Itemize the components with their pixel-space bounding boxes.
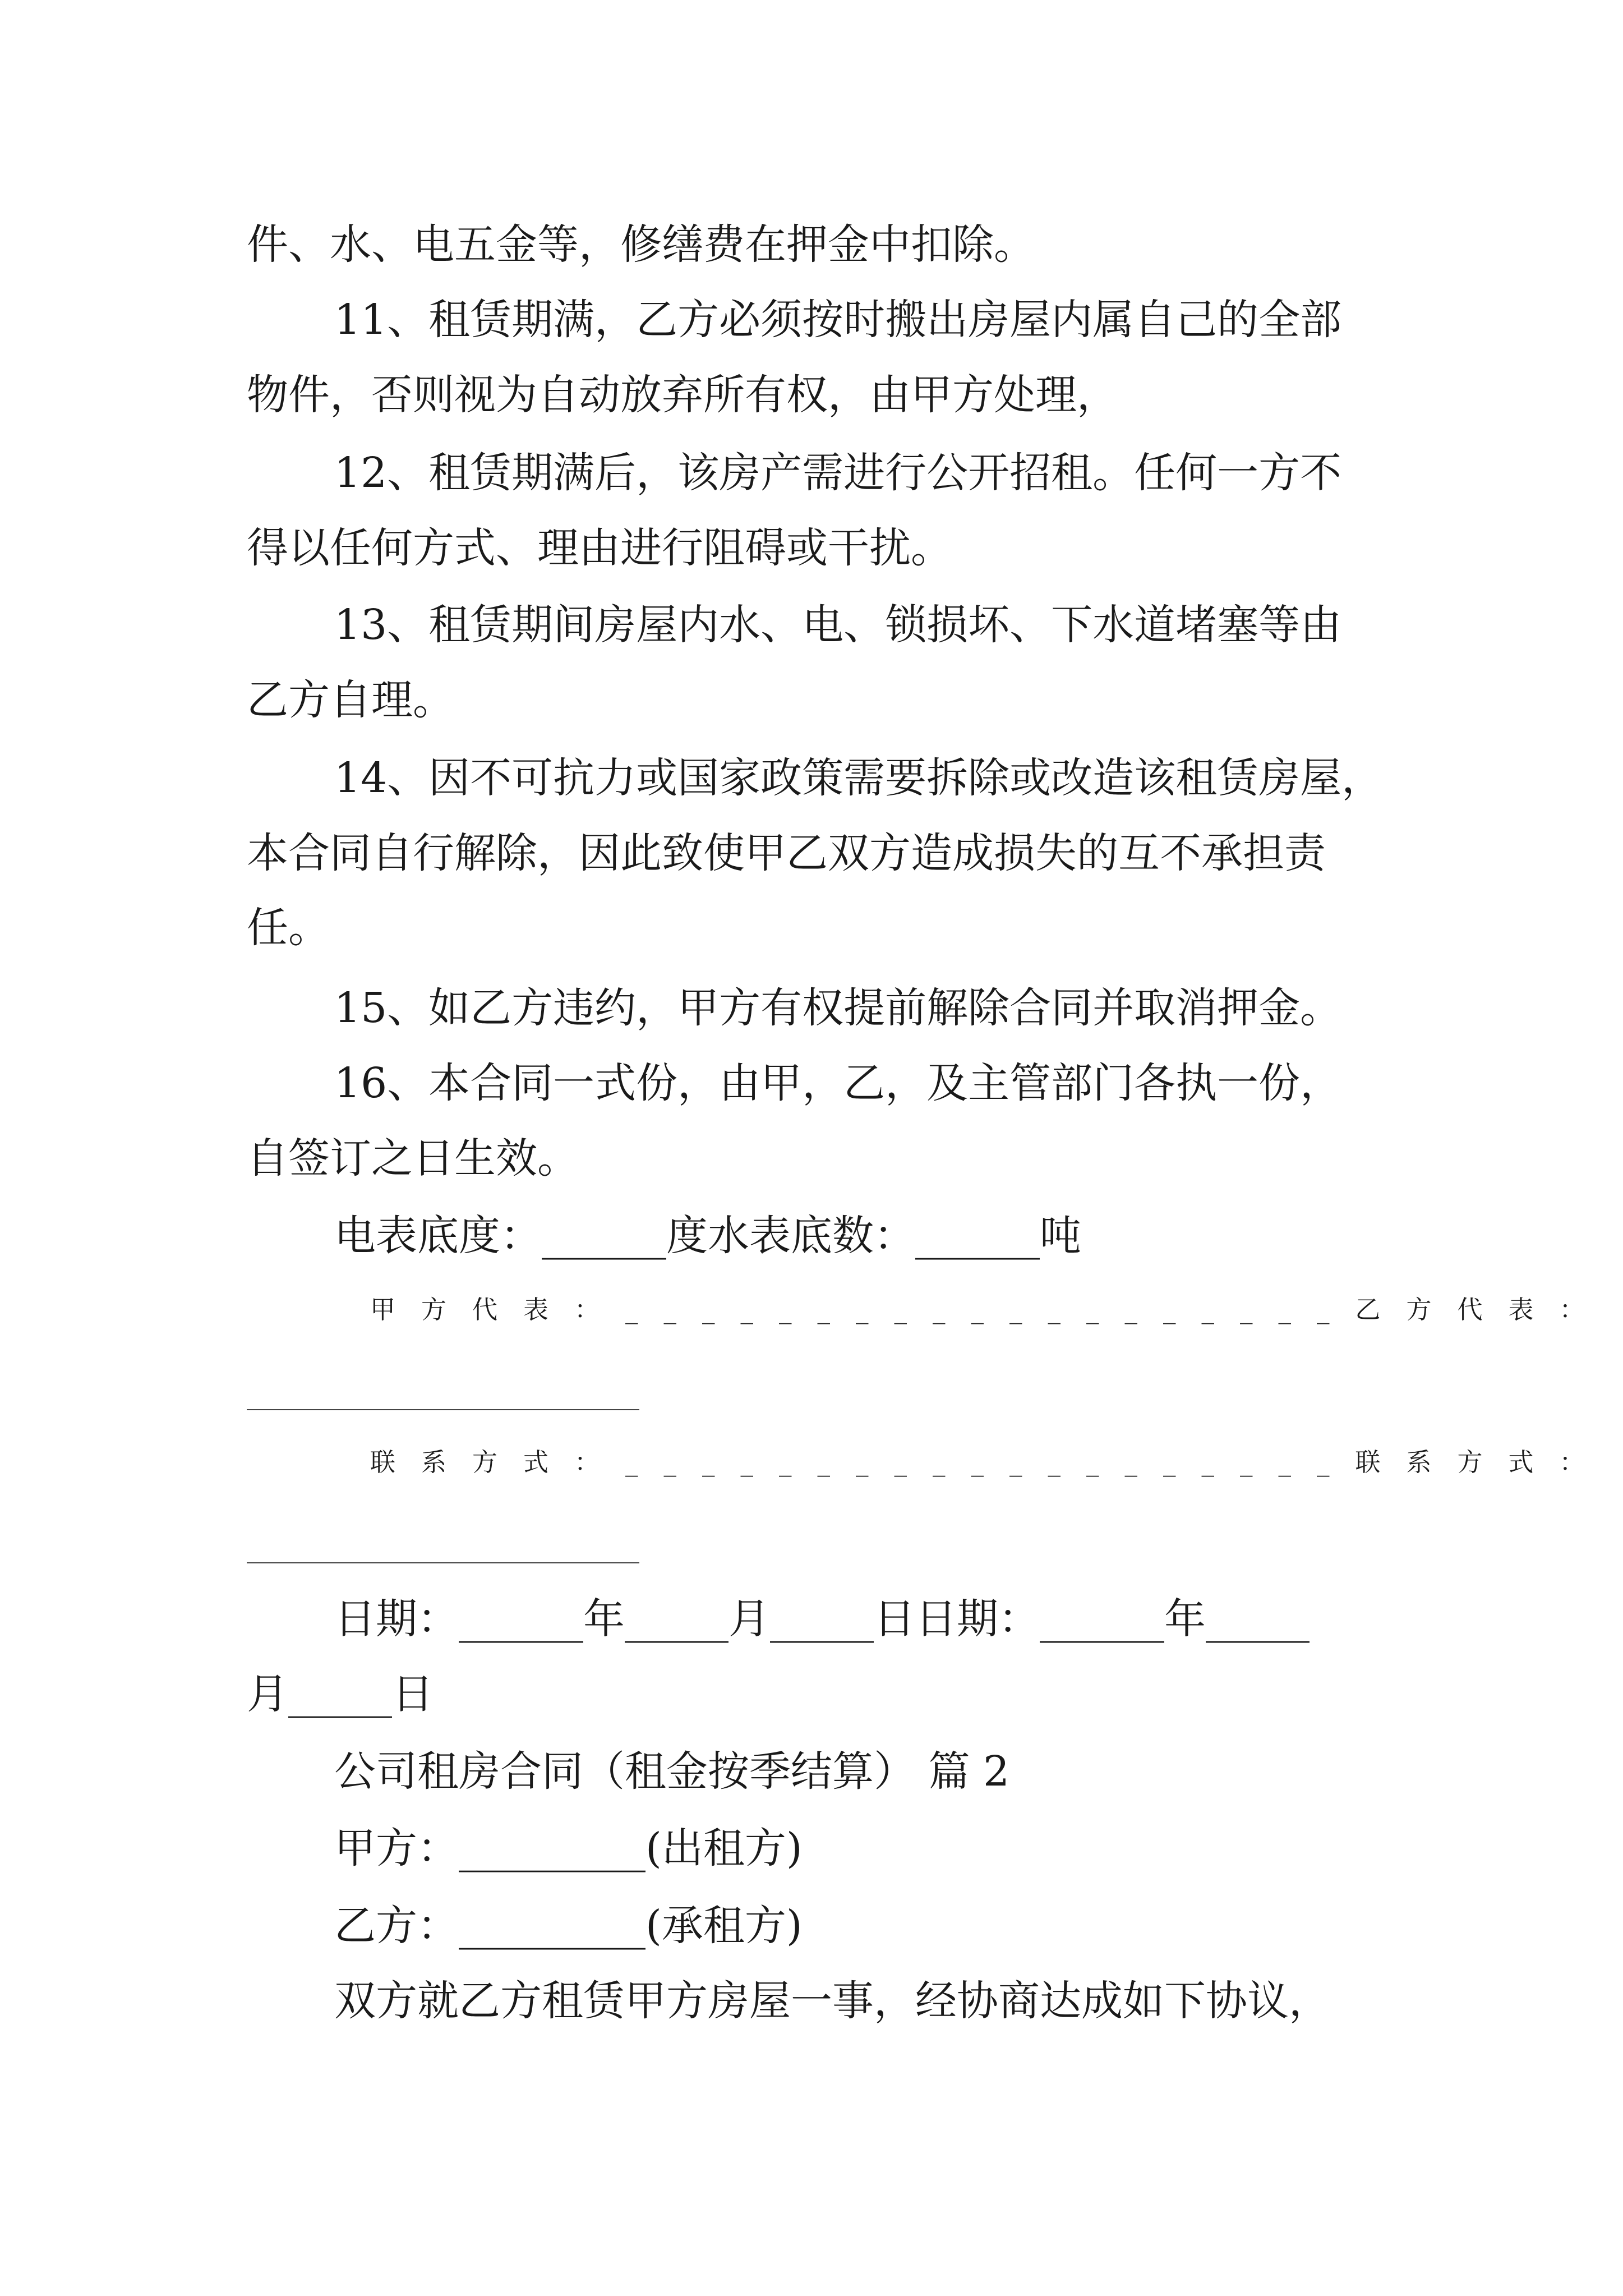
clause-14-line-2: 本合同自行解除，因此致使甲乙双方造成损失的互不承担责 bbox=[247, 829, 1326, 877]
contact-signature-line: 联系方式：___________________联系方式： bbox=[370, 1447, 1611, 1477]
date-line-1: 日期：______年_____月_____日日期：______年_____ bbox=[334, 1595, 1310, 1643]
clause-16-line-1: 16、本合同一式份，由甲，乙，及主管部门各执一份， bbox=[334, 1059, 1342, 1107]
meter-readings: 电表底度：______度水表底数：______吨 bbox=[334, 1212, 1081, 1260]
clause-16-line-2: 自签订之日生效。 bbox=[247, 1134, 579, 1182]
party-b-line: 乙方：_________(承租方) bbox=[334, 1902, 803, 1950]
clause-14-line-3: 任。 bbox=[247, 904, 330, 952]
representative-underline bbox=[247, 1409, 639, 1410]
clause-11-line-1: 11、租赁期满，乙方必须按时搬出房屋内属自己的全部 bbox=[334, 296, 1342, 344]
clause-12-line-1: 12、租赁期满后，该房产需进行公开招租。任何一方不 bbox=[334, 449, 1342, 497]
date-line-2: 月_____日 bbox=[247, 1670, 434, 1718]
contact-underline bbox=[247, 1562, 639, 1563]
clause-12-line-2: 得以任何方式、理由进行阻碍或干扰。 bbox=[247, 524, 952, 572]
clause-11-line-2: 物件，否则视为自动放弃所有权，由甲方处理， bbox=[247, 371, 1118, 419]
representative-signature-line: 甲方代表：___________________乙方代表： bbox=[370, 1295, 1611, 1324]
paragraph-10-continuation: 件、水、电五金等，修缮费在押金中扣除。 bbox=[247, 220, 1035, 269]
clause-13-line-1: 13、租赁期间房屋内水、电、锁损坏、下水道堵塞等由 bbox=[334, 601, 1342, 649]
clause-14-line-1: 14、因不可抗力或国家政策需要拆除或改造该租赁房屋， bbox=[334, 754, 1384, 802]
clause-15: 15、如乙方违约，甲方有权提前解除合同并取消押金。 bbox=[334, 984, 1342, 1032]
agreement-intro: 双方就乙方租赁甲方房屋一事，经协商达成如下协议， bbox=[334, 1977, 1330, 2025]
clause-13-line-2: 乙方自理。 bbox=[247, 676, 454, 724]
contract-2-title: 公司租房合同（租金按季结算） 篇 2 bbox=[334, 1747, 1010, 1796]
party-a-line: 甲方：_________(出租方) bbox=[334, 1824, 803, 1872]
